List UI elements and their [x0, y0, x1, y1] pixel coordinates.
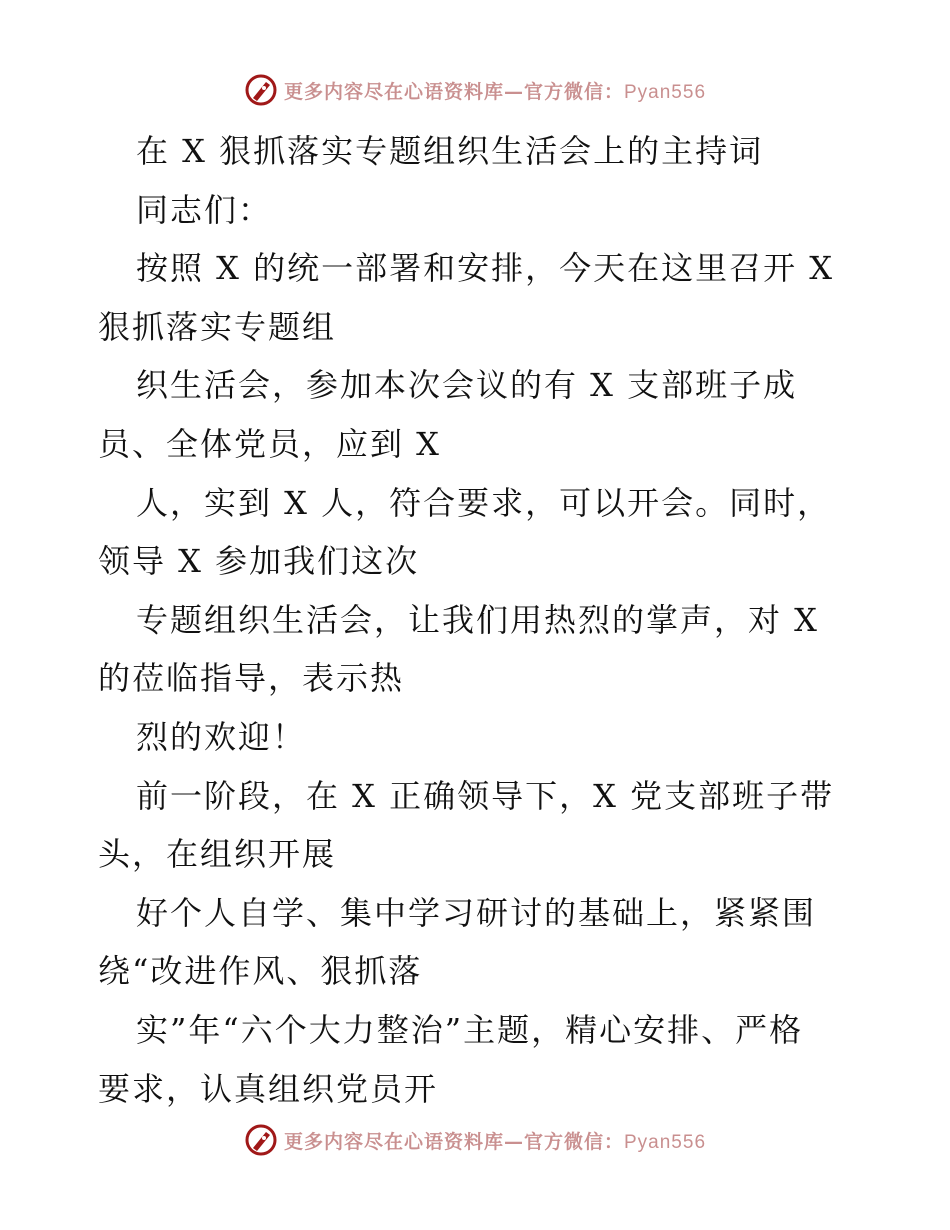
- text-line: 要求，认真组织党员开: [98, 1069, 439, 1108]
- footer-watermark: [0, 1120, 950, 1160]
- pen-nib-circle-icon: [244, 1123, 278, 1157]
- text-line: 领导 X 参加我们这次: [98, 542, 420, 581]
- text-line: 专题组织生活会，让我们用热烈的掌声，对 X: [136, 600, 819, 639]
- text-line: 同志们：: [136, 190, 273, 229]
- text-line: 按照 X 的统一部署和安排，今天在这里召开 X: [136, 249, 835, 288]
- text-line: 烈的欢迎！: [136, 717, 307, 756]
- text-line: 在 X 狠抓落实专题组织生活会上的主持词: [136, 132, 764, 170]
- text-line: 狠抓落实专题组: [98, 307, 337, 346]
- text-line: 头，在组织开展: [98, 835, 337, 874]
- text-line: 好个人自学、集中学习研讨的基础上，紧紧围: [136, 893, 817, 932]
- text-line: 的莅临指导，表示热: [98, 659, 405, 698]
- header-watermark: [0, 70, 950, 110]
- text-line: 前一阶段，在 X 正确领导下，X 党支部班子带: [136, 776, 835, 815]
- text-line: 员、全体党员，应到 X: [98, 424, 441, 463]
- watermark-text: 更多内容尽在心语资料库—官方微信：Pyan556: [283, 80, 707, 103]
- text-line: 绕“改进作风、狠抓落: [98, 952, 423, 991]
- text-line: 实”年“六个大力整治”主题，精心安排、严格: [136, 1010, 804, 1049]
- text-line: 织生活会，参加本次会议的有 X 支部班子成: [136, 366, 798, 405]
- watermark-text: 更多内容尽在心语资料库—官方微信：Pyan556: [283, 1130, 707, 1153]
- text-line: 人，实到 X 人，符合要求，可以开会。同时，: [136, 483, 832, 522]
- document-body: [98, 122, 868, 1118]
- pen-nib-circle-icon: [244, 73, 278, 107]
